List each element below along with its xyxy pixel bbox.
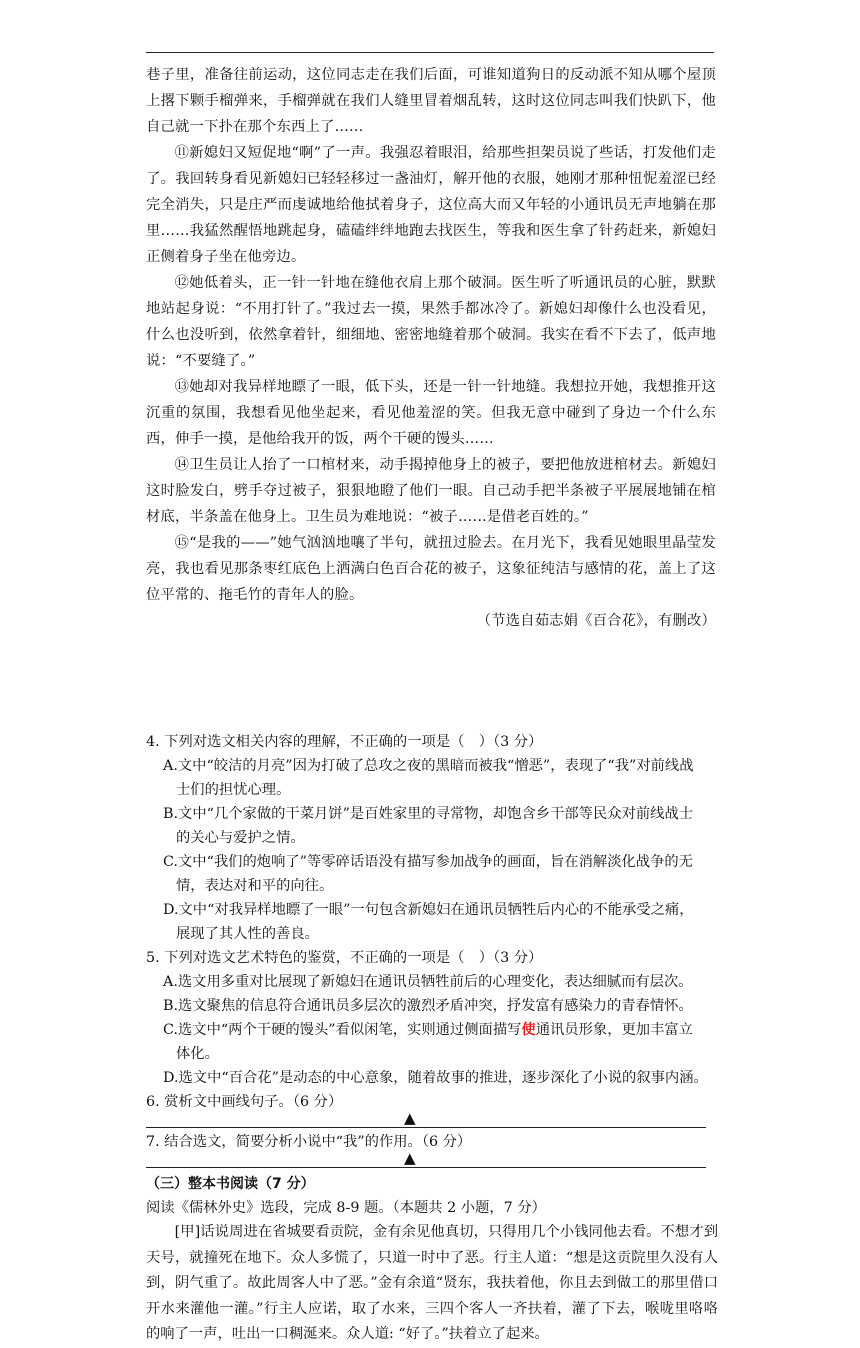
question-section	[146, 730, 718, 1348]
story-paragraph: ⑫她低着头，正一针一针地在缝他衣肩上那个破洞。医生听了听通讯员的心脏，默默地站起身说：“不用打针了。”我过去一摸，果然手都冰冷了。新媳妇却像什么也没看见，什么也没听到，依然拿着针，细细地、密密地缝着那个破洞。我实在看不下去了，低声地说：“不要缝了。”	[146, 275, 716, 369]
triangle-marker-icon: ▲	[404, 1149, 416, 1167]
option-line: 情，表达对和平的向往。	[176, 878, 334, 894]
question-4-option-c	[146, 850, 718, 898]
story-paragraph: ⑭卫生员让人抬了一口棺材来，动手揭掉他身上的被子，要把他放进棺材去。新媳妇这时脸发白，劈手夺过被子，狠狠地瞪了他们一眼。自己动手把半条被子平展展地铺在棺材底，半条盖在他身上。卫生员为难地说：“被子……是借老百姓的。”	[146, 457, 716, 525]
option-line: 通讯员形象，更加丰富立	[535, 1022, 693, 1038]
story-excerpt	[146, 62, 716, 634]
question-6-stem: 6. 赏析文中画线句子。（6 分）	[146, 1094, 343, 1110]
question-5-option-d: D.选文中“百合花”是动态的中心意象，随着故事的推进，逐步深化了小说的叙事内涵。	[163, 1070, 708, 1086]
answer-rule	[146, 1127, 706, 1128]
excerpt-text: [甲]话说周进在省城要看贡院，金有余见他真切，只得用几个小钱同他去看。不想才到天号，就撞死在地下。众人多慌了，只道一时中了恶。行主人道：“想是这贡院里久没有人到，阴气重了。故此周客人中了恶。”金有余道“贤东，我扶着他，你且去到做工的那里借口开水来灌他一灌。”行主人应诺，取了水来，三四个客人一齐扶着，灌了下去，喉咙里咯咯的响了一声，吐出一口稠涎来。众人道: “好了。”扶着立了起来。	[146, 1224, 718, 1342]
section-title: （三）整本书阅读（7 分）	[146, 1176, 315, 1192]
option-line: B.文中“几个家做的干菜月饼”是百姓家里的寻常物，却饱含乡干部等民众对前线战士	[163, 806, 694, 822]
triangle-marker-icon: ▲	[404, 1109, 416, 1127]
question-4-option-d	[146, 898, 718, 946]
question-4-stem: 4. 下列对选文相关内容的理解，不正确的一项是（ ）（3 分）	[146, 734, 543, 750]
source-citation: （节选自茹志娟《百合花》，有删改）	[476, 613, 716, 629]
answer-rule	[146, 1167, 706, 1168]
header-rule	[146, 52, 714, 53]
question-4-option-b	[146, 802, 718, 850]
option-line: C.选文中“两个干硬的馒头”看似闲笔，实则通过侧面描写	[163, 1022, 522, 1038]
question-4-option-a	[146, 754, 718, 802]
question-5-option-b: B.选文聚焦的信息符合通讯员多层次的激烈矛盾冲突，抒发富有感染力的青春情怀。	[163, 998, 693, 1014]
option-line: 展现了其人性的善良。	[176, 926, 319, 942]
story-paragraph: ⑬她却对我异样地瞟了一眼，低下头，还是一针一针地缝。我想拉开她，我想推开这沉重的氛围，我想看见他坐起来，看见他羞涩的笑。但我无意中碰到了身边一个什么东西，伸手一摸，是他给我开的饭，两个干硬的馒头……	[146, 379, 716, 447]
option-line: 士们的担忧心理。	[176, 782, 291, 798]
question-5-option-a: A.选文用多重对比展现了新媳妇在通讯员牺牲前后的心理变化，表达细腻而有层次。	[163, 974, 693, 990]
story-paragraph: 巷子里，准备往前运动，这位同志走在我们后面，可谁知道狗日的反动派不知从哪个屋顶上撂下颗手榴弹来，手榴弹就在我们人缝里冒着烟乱转，这时这位同志叫我们快趴下，他自己就一下扑在那个东西上了……	[146, 67, 716, 135]
story-paragraph: ⑮“是我的——”她气汹汹地嚷了半句，就扭过脸去。在月光下，我看见她眼里晶莹发亮，我也看见那条枣红底色上洒满白色百合花的被子，这象征纯洁与感情的花，盖上了这位平常的、拖毛竹的青年人的脸。	[146, 535, 716, 603]
question-5-stem: 5. 下列对选文艺术特色的鉴赏，不正确的一项是（ ）（3 分）	[146, 950, 543, 966]
question-7-stem: 7. 结合选文，简要分析小说中“我”的作用。（6 分）	[146, 1134, 472, 1150]
option-line: 体化。	[176, 1046, 219, 1062]
story-paragraph: ⑪新媳妇又短促地“啊”了一声。我强忍着眼泪，给那些担架员说了些话，打发他们走了。我回转身看见新媳妇已轻轻移过一盏油灯，解开他的衣服，她刚才那种忸怩羞涩已经完全消失，只是庄严而虔诚地给他拭着身子，这位高大而又年轻的小通讯员无声地躺在那里……我猛然醒悟地跳起身，磕磕绊绊地跑去找医生，等我和医生拿了针药赶来，新媳妇正侧着身子坐在他旁边。	[146, 145, 716, 265]
question-5-option-c	[146, 1018, 718, 1066]
option-line: D.文中“对我异样地瞟了一眼”一句包含新媳妇在通讯员牺牲后内心的不能承受之痛，	[163, 902, 694, 918]
highlighted-char: 使	[521, 1022, 536, 1038]
option-line: 的关心与爱护之情。	[176, 830, 305, 846]
option-line: A.文中“皎洁的月亮”因为打破了总攻之夜的黑暗而被我“憎恶”，表现了“我”对前线战	[163, 758, 694, 774]
answer-line[interactable]	[146, 1109, 718, 1128]
section-intro: 阅读《儒林外史》选段，完成 8-9 题。（本题共 2 小题，7 分）	[146, 1200, 546, 1216]
option-line: C.文中“我们的炮响了”等零碎话语没有描写参加战争的画面，旨在消解淡化战争的无	[163, 854, 693, 870]
answer-line[interactable]	[146, 1149, 718, 1168]
